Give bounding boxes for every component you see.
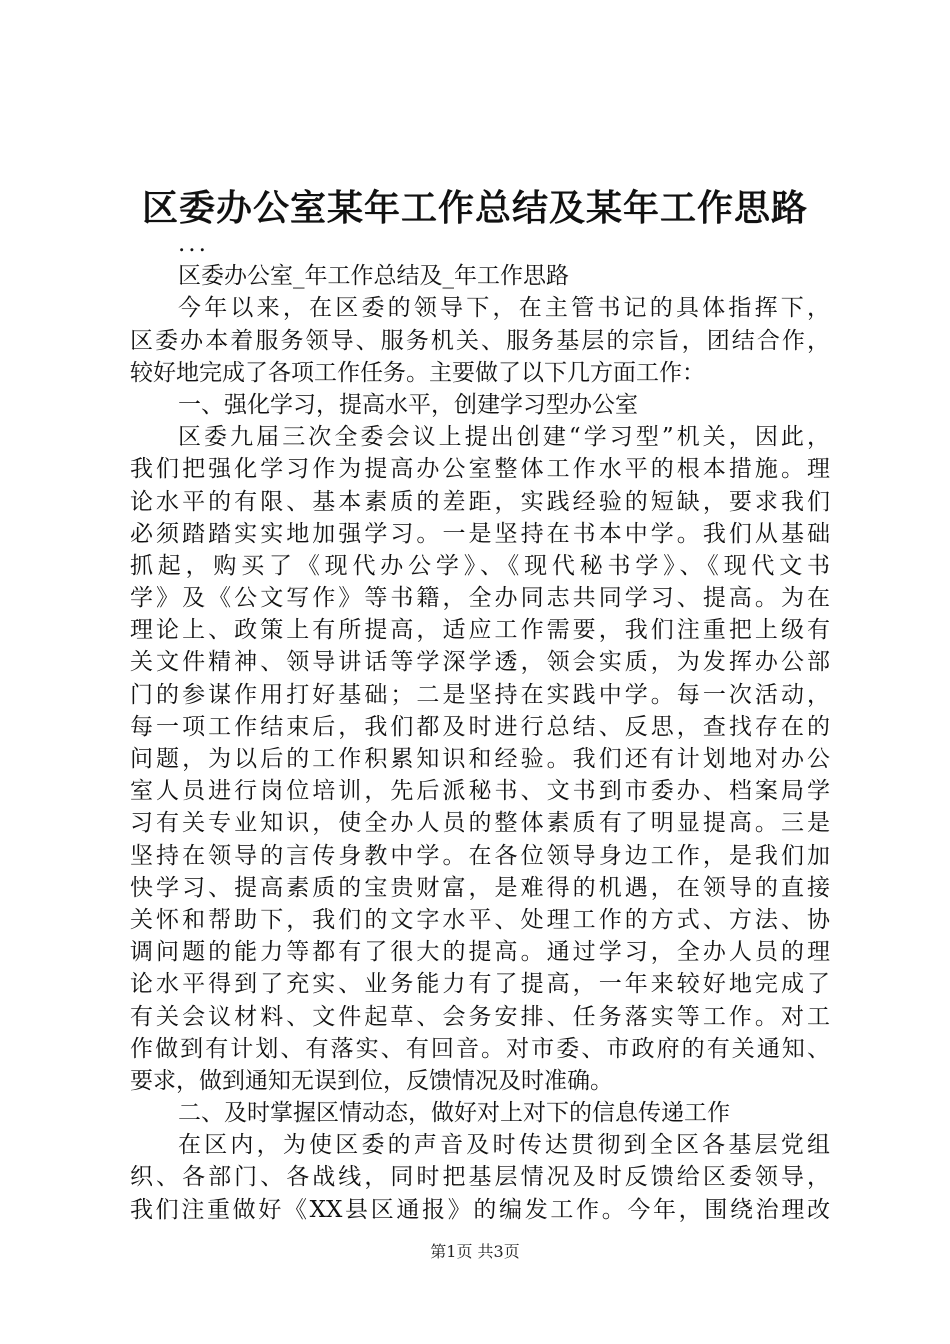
ellipsis-line: ... <box>178 231 209 257</box>
text-line: 习有关专业知识，使全办人员的整体素质有了明显提高。三是 <box>130 810 830 837</box>
text-line: 有关会议材料、文件起草、会务安排、任务落实等工作。对工 <box>130 1003 830 1030</box>
text-line: 我们注重做好《XX县区通报》的编发工作。今年，围绕治理改 <box>130 1196 830 1223</box>
text-line: 今年以来，在区委的领导下，在主管书记的具体指挥下， <box>178 295 830 322</box>
text-line: 快学习、提高素质的宝贵财富，是难得的机遇，在领导的直接 <box>130 874 830 901</box>
text-line: 要求，做到通知无误到位，反馈情况及时准确。 <box>130 1067 613 1094</box>
text-line: 织、各部门、各战线，同时把基层情况及时反馈给区委领导， <box>130 1164 830 1191</box>
text-line: 二、及时掌握区情动态，做好对上对下的信息传递工作 <box>178 1100 730 1127</box>
text-line: 区委办公室_年工作总结及_年工作思路 <box>178 263 569 290</box>
text-line: 作做到有计划、有落实、有回音。对市委、市政府的有关通知、 <box>130 1035 830 1062</box>
text-line: 室人员进行岗位培训，先后派秘书、文书到市委办、档案局学 <box>130 778 830 805</box>
text-line: 每一项工作结束后，我们都及时进行总结、反思，查找存在的 <box>130 713 830 740</box>
text-line: 关文件精神、领导讲话等学深学透，领会实质，为发挥办公部 <box>130 649 830 676</box>
text-line: 理论上、政策上有所提高，适应工作需要，我们注重把上级有 <box>130 617 830 644</box>
text-line: 较好地完成了各项工作任务。主要做了以下几方面工作： <box>130 359 705 386</box>
document-title: 区委办公室某年工作总结及某年工作思路 <box>141 187 808 229</box>
page-footer: 第1页 共3页 <box>430 1242 520 1261</box>
text-line: 在区内，为使区委的声音及时传达贯彻到全区各基层党组 <box>178 1132 830 1159</box>
text-line: 论水平的有限、基本素质的差距，实践经验的短缺，要求我们 <box>130 488 830 515</box>
text-line: 抓起，购买了《现代办公学》、《现代秘书学》、《现代文书 <box>130 552 830 579</box>
text-line: 必须踏踏实实地加强学习。一是坚持在书本中学。我们从基础 <box>130 520 830 547</box>
text-line: 区委办本着服务领导、服务机关、服务基层的宗旨，团结合作， <box>130 327 830 354</box>
text-line: 坚持在领导的言传身教中学。在各位领导身边工作，是我们加 <box>130 842 830 869</box>
text-line: 调问题的能力等都有了很大的提高。通过学习，全办人员的理 <box>130 939 830 966</box>
text-line: 门的参谋作用打好基础；二是坚持在实践中学。每一次活动， <box>130 681 830 708</box>
text-line: 我们把强化学习作为提高办公室整体工作水平的根本措施。理 <box>130 456 830 483</box>
document-body <box>130 228 830 1226</box>
text-line: 关怀和帮助下，我们的文字水平、处理工作的方式、方法、协 <box>130 906 830 933</box>
paragraph-lines <box>130 260 830 1226</box>
text-line: 学》及《公文写作》等书籍，全办同志共同学习、提高。为在 <box>130 585 830 612</box>
text-line: 问题，为以后的工作积累知识和经验。我们还有计划地对办公 <box>130 746 830 772</box>
text-line: 一、强化学习，提高水平，创建学习型办公室 <box>178 391 638 418</box>
text-line: 论水平得到了充实、业务能力有了提高，一年来较好地完成了 <box>130 971 830 998</box>
text-line: 区委九届三次全委会议上提出创建“学习型”机关，因此， <box>178 424 830 451</box>
